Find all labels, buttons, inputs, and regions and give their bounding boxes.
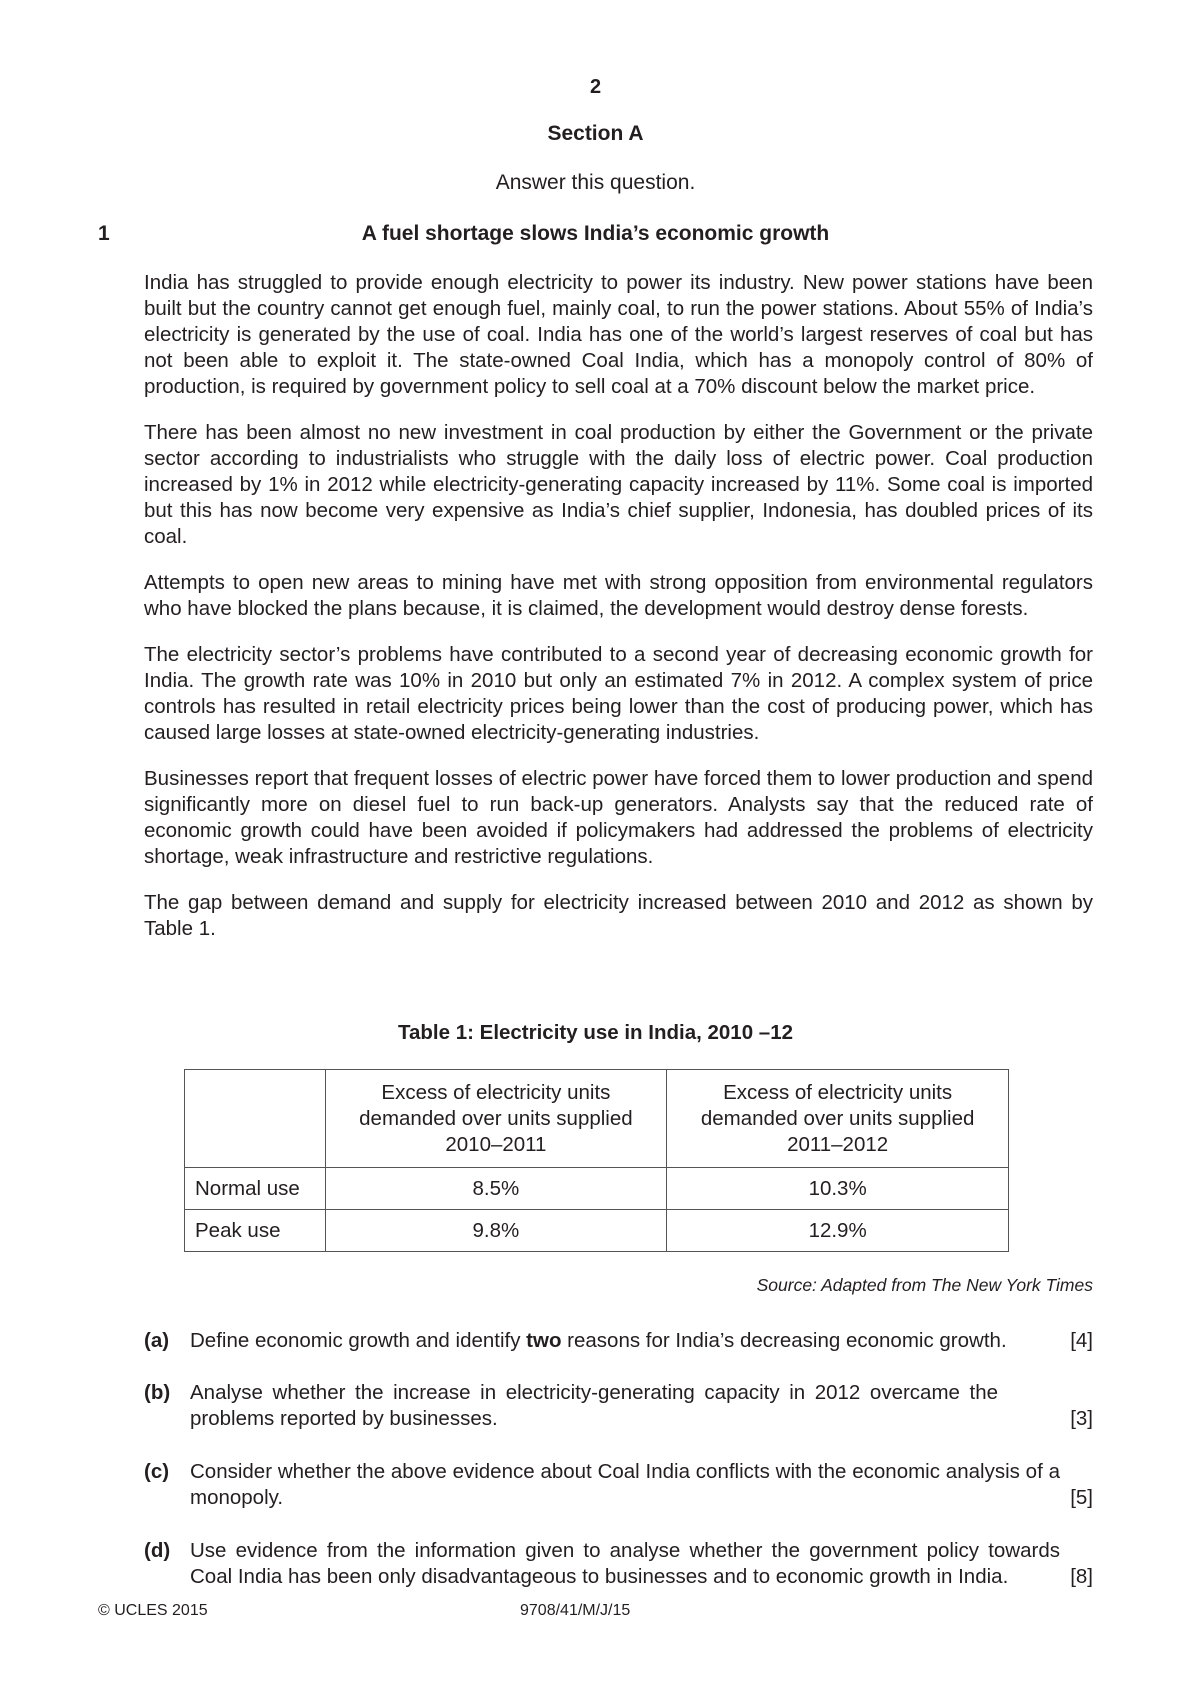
footer-copyright: © UCLES 2015	[98, 1602, 208, 1619]
table-header-cell	[667, 1070, 1009, 1168]
passage-paragraph: The gap between demand and supply for electricity increased between 2010 and 2012 as shown by Table 1.	[144, 891, 1093, 940]
question-part-c	[144, 1459, 1093, 1511]
table-cell: 10.3%	[667, 1168, 1009, 1210]
passage-paragraph: Attempts to open new areas to mining have met with strong opposition from environmental regulators who have blocked the plans because, it is claimed, the development would destroy dense forests.	[144, 571, 1093, 620]
passage-paragraph: Businesses report that frequent losses of electric power have forced them to lower production and spend significantly more on diesel fuel to run back-up generators. Analysts say that the reduced rate of economic growth could have been avoided if policymakers had addressed the problems of electricity shortage, weak infrastructure and restrictive regulations.	[144, 767, 1093, 868]
part-label: (a)	[144, 1329, 170, 1352]
table-header-row	[185, 1070, 1009, 1168]
part-mark: [8]	[1070, 1565, 1093, 1588]
table-cell: 8.5%	[325, 1168, 667, 1210]
table-source: Source: Adapted from The New York Times	[756, 1275, 1093, 1295]
page-number: 2	[589, 76, 602, 98]
passage-paragraph: India has struggled to provide enough electricity to power its industry. New power stations have been built but the country cannot get enough fuel, mainly coal, to run the power stations. About 55% of India’s electricity is generated by the use of coal. India has one of the world’s largest reserves of coal but has not been able to exploit it. The state-owned Coal India, which has a monopoly control of 80% of production, is required by government policy to sell coal at a 70% discount below the market price.	[144, 271, 1093, 398]
passage-paragraph: There has been almost no new investment in coal production by either the Government or the private sector according to industrialists who struggle with the daily loss of electric power. Coal production increased by 1% in 2012 while electricity-generating capacity increased by 11%. Some coal is imported but this has now become very expensive as India’s chief supplier, Indonesia, has doubled prices of its coal.	[144, 421, 1093, 548]
part-mark: [5]	[1070, 1486, 1093, 1509]
question-part-d	[144, 1538, 1093, 1590]
question-number: 1	[98, 222, 110, 245]
table-row	[185, 1168, 1009, 1210]
table-header-cell	[325, 1070, 667, 1168]
part-mark: [4]	[1070, 1329, 1093, 1352]
part-text: Define economic growth and identify two reasons for India’s decreasing economic growth. [4]	[190, 1329, 1093, 1352]
table-row-label: Peak use	[185, 1210, 326, 1252]
passage-paragraph: The electricity sector’s problems have contributed to a second year of decreasing economic growth for India. The growth rate was 10% in 2010 but only an estimated 7% in 2012. A complex system of price controls has resulted in retail electricity prices being lower than the cost of producing power, which has caused large losses at state-owned electricity-generating industries.	[144, 643, 1093, 744]
part-mark: [3]	[1070, 1407, 1093, 1430]
passage	[144, 270, 1093, 962]
table-title: Table 1: Electricity use in India, 2010 –12	[398, 1021, 793, 1044]
part-text: Consider whether the above evidence about Coal India conflicts with the economic analysis of a monopoly.	[190, 1460, 1060, 1509]
part-text: Use evidence from the information given to analyse whether the government policy towards Coal India has been only disadvantageous to businesses and to economic growth in India.	[190, 1539, 1060, 1588]
footer-code: 9708/41/M/J/15	[520, 1602, 631, 1619]
electricity-table	[184, 1069, 1009, 1252]
part-label: (d)	[144, 1539, 171, 1562]
part-label: (b)	[144, 1381, 171, 1404]
table-cell: 12.9%	[667, 1210, 1009, 1252]
table-header-text: Excess of electricity units demanded over units supplied 2010–2011	[359, 1080, 633, 1156]
instruction: Answer this question.	[495, 171, 696, 194]
question-title: A fuel shortage slows India’s economic growth	[361, 222, 830, 245]
question-part-a	[144, 1328, 1093, 1354]
section-title: Section A	[547, 122, 644, 145]
table-header-cell	[185, 1070, 326, 1168]
table-row	[185, 1210, 1009, 1252]
table-header-text: Excess of electricity units demanded over units supplied 2011–2012	[700, 1080, 975, 1156]
part-text: Analyse whether the increase in electricity-generating capacity in 2012 overcame the problems reported by businesses.	[190, 1381, 998, 1430]
question-part-b	[144, 1380, 1093, 1432]
part-label: (c)	[144, 1460, 170, 1483]
table-cell: 9.8%	[325, 1210, 667, 1252]
emphasis-word: two	[526, 1329, 562, 1352]
table-row-label: Normal use	[185, 1168, 326, 1210]
